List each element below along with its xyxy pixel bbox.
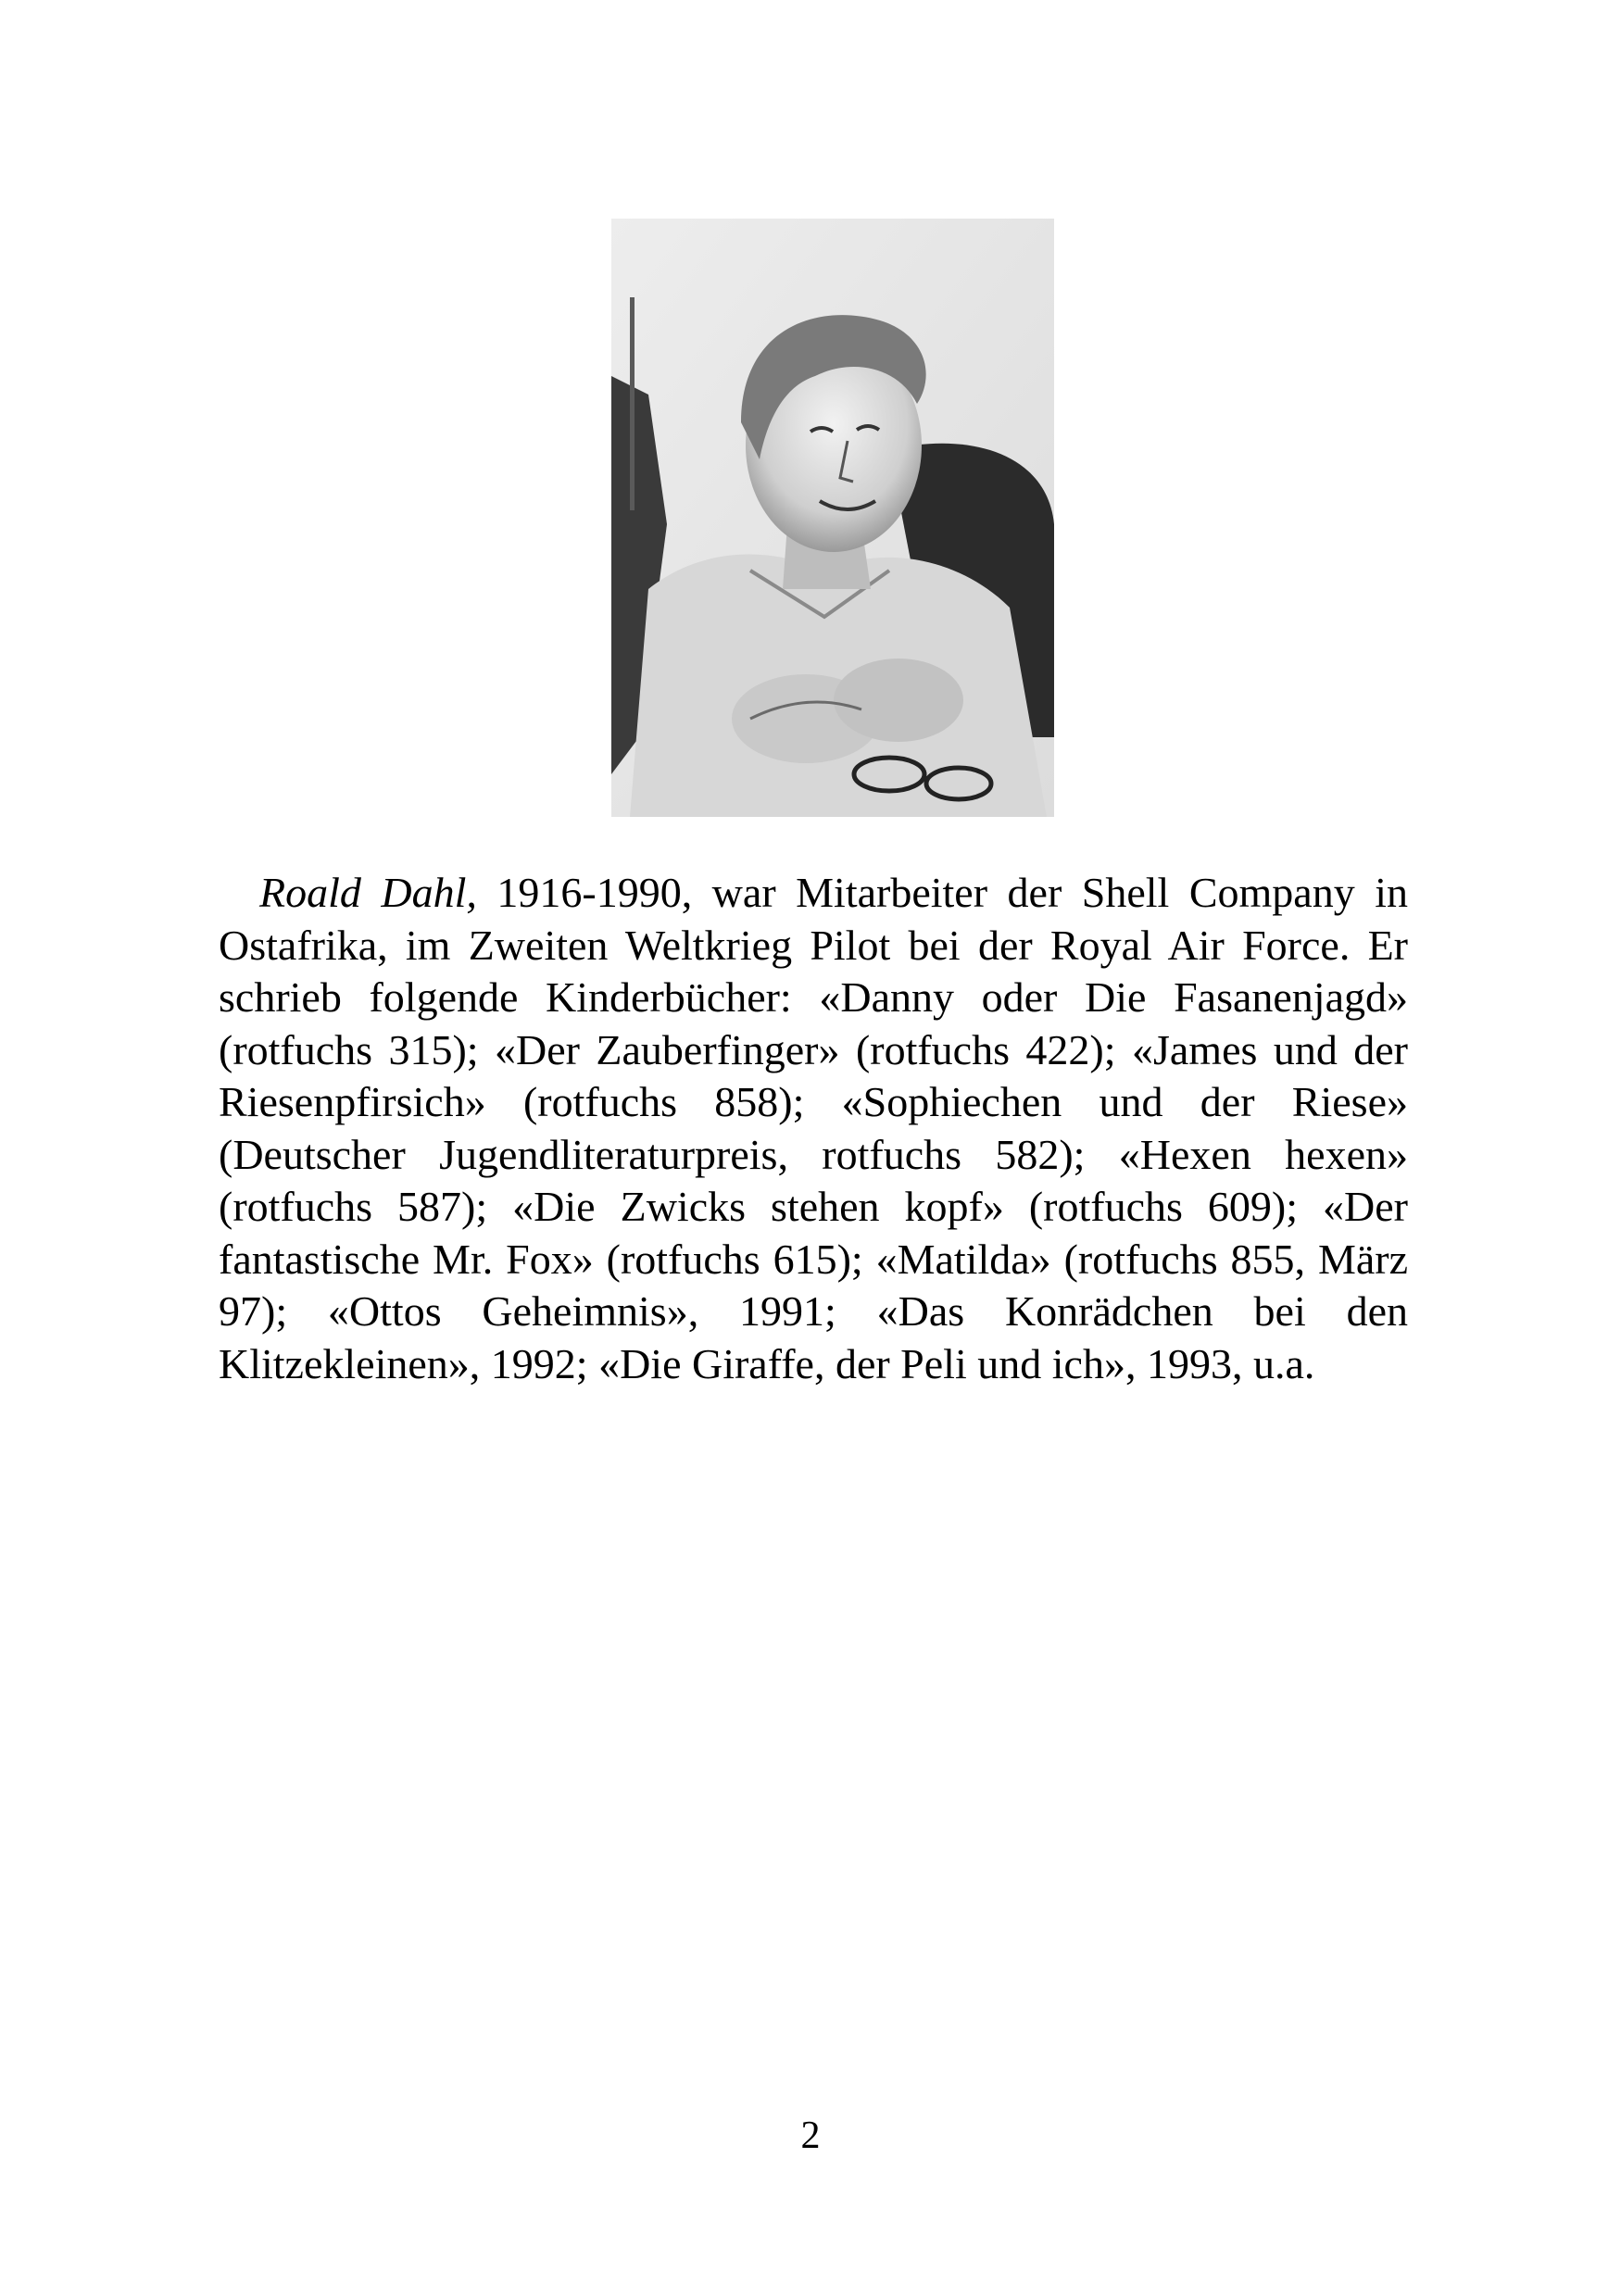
author-name: Roald Dahl, [259,869,477,916]
biography-text: 1916-1990, war Mitarbeiter der Shell Company in Ostafrika, im Zweiten Weltkrieg Pilot bei der Royal Air Force. Er schrieb folgende Kinderbücher: «Danny oder Die Fasanenjagd» (rotfuchs 315); «Der Zauberfinger» (rotfuchs 422); «James und der Riesenpfirsich» (rotfuchs 858); «Sophiechen und der Riese» (Deutscher Jugendliteraturpreis, rotfuchs 582); «Hexen hexen» (rotfuchs 587); «Die Zwicks stehen kopf» (rotfuchs 609); «Der fantastische Mr. Fox» (rotfuchs 615); «Matilda» (rotfuchs 855, März 97); «Ottos Geheimnis», 1991; «Das Konrädchen bei den Klitzekleinen», 1992; «Die Giraffe, der Peli und ich», 1993, u.a. [219,869,1408,1387]
page-number: 2 [800,2114,821,2157]
author-portrait-photo [611,219,1054,817]
portrait-illustration [611,219,1054,817]
author-biography [219,867,1408,1390]
